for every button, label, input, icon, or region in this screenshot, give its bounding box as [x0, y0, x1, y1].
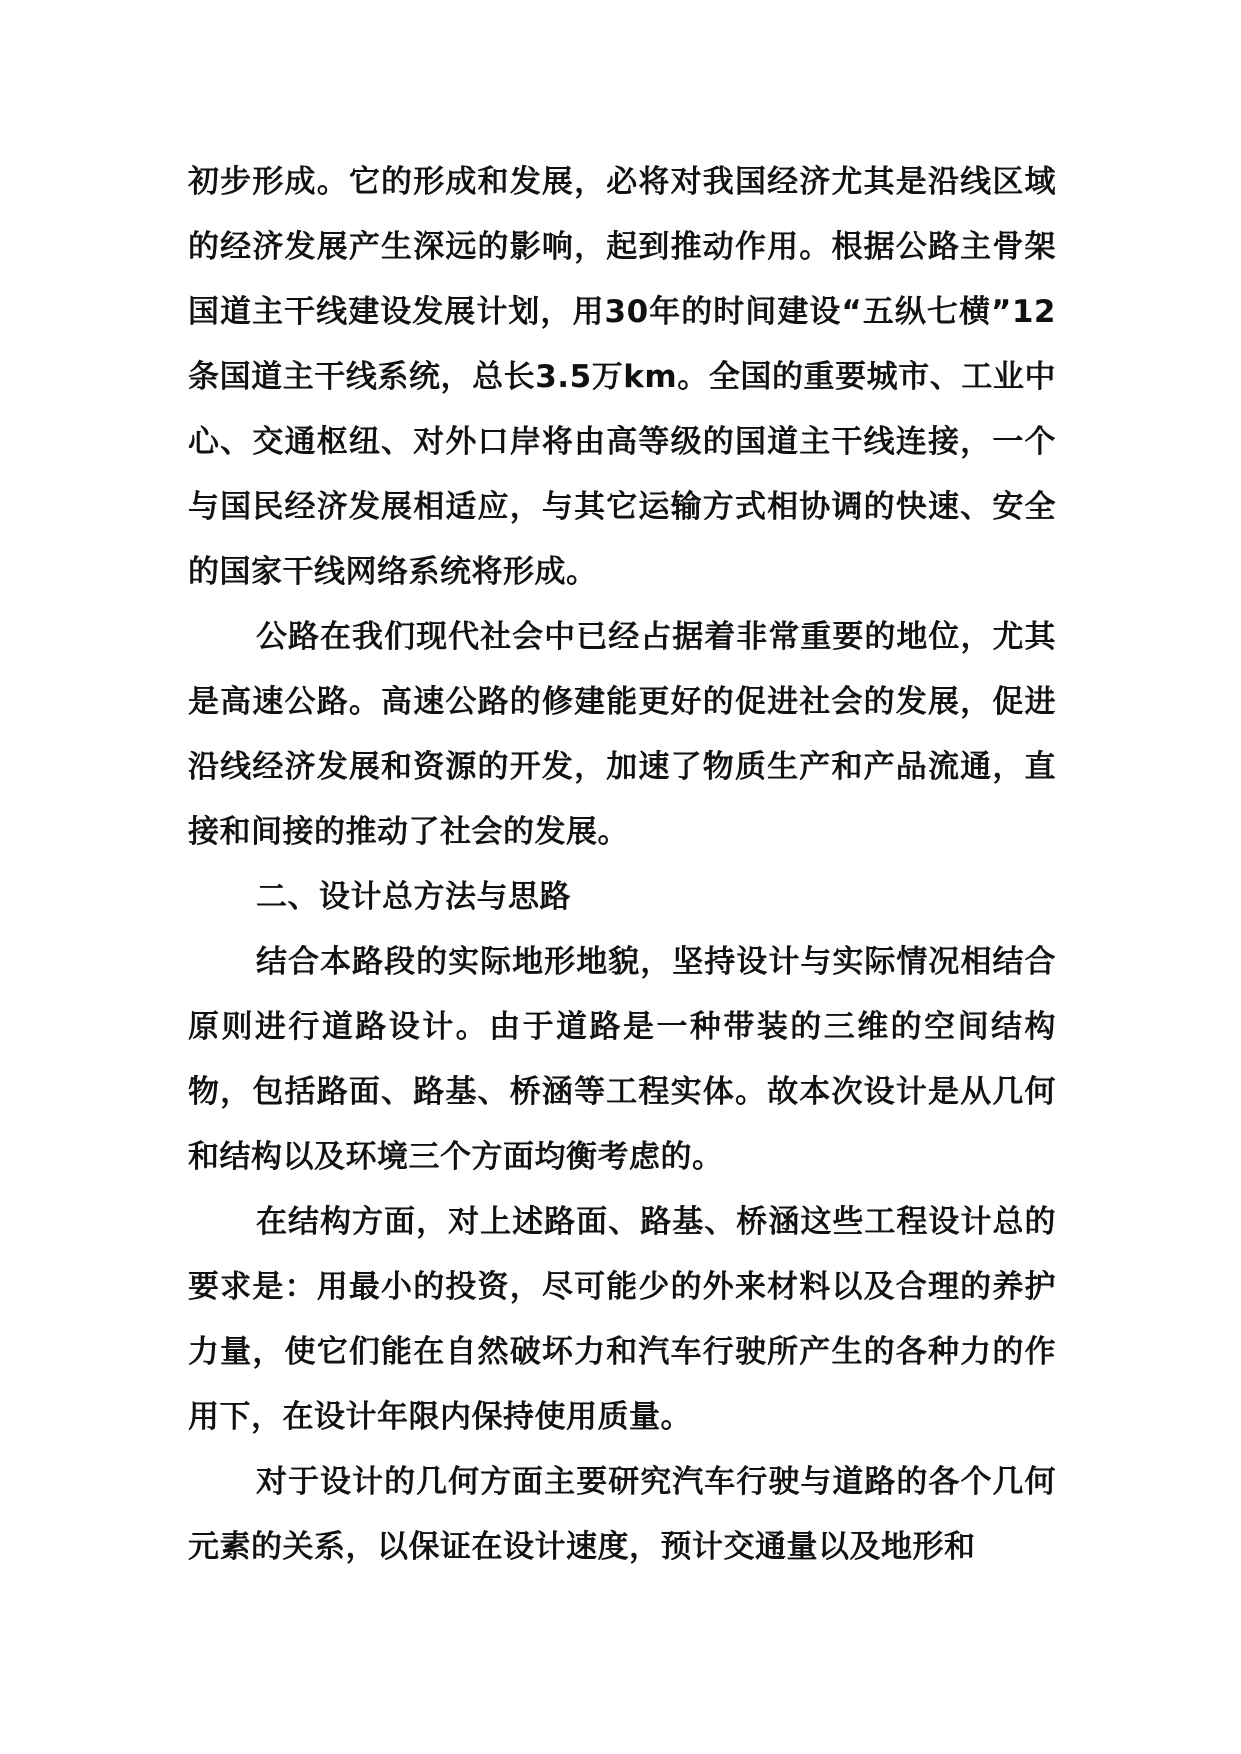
paragraph-continuation: 初步形成。它的形成和发展，必将对我国经济尤其是沿线区域的经济发展产生深远的影响，起到推动作用。根据公路主骨架国道主干线建设发展计划，用30年的时间建设“五纵七横”12条国道主干线系统，总长3.5万km。全国的重要城市、工业中心、交通枢纽、对外口岸将由高等级的国道主干线连接，一个与国民经济发展相适应，与其它运输方式相协调的快速、安全的国家干线网络系统将形成。 — [188, 164, 1056, 590]
paragraph-geometry-design: 对于设计的几何方面主要研究汽车行驶与道路的各个几何元素的关系，以保证在设计速度，预计交通量以及地形和 — [188, 1464, 1056, 1565]
paragraph-structure-design: 在结构方面，对上述路面、路基、桥涵这些工程设计总的要求是：用最小的投资，尽可能少的外来材料以及合理的养护力量，使它们能在自然破坏力和汽车行驶所产生的各种力的作用下，在设计年限内保持使用质量。 — [188, 1204, 1056, 1435]
document-body — [188, 150, 1056, 1580]
paragraph-highway-importance: 公路在我们现代社会中已经占据着非常重要的地位，尤其是高速公路。高速公路的修建能更好的促进社会的发展，促进沿线经济发展和资源的开发，加速了物质生产和产品流通，直接和间接的推动了社会的发展。 — [188, 619, 1056, 850]
paragraph-design-approach: 结合本路段的实际地形地貌，坚持设计与实际情况相结合原则进行道路设计。由于道路是一种带装的三维的空间结构物，包括路面、路基、桥涵等工程实体。故本次设计是从几何和结构以及环境三个方面均衡考虑的。 — [188, 944, 1056, 1175]
section-heading: 二、设计总方法与思路 — [256, 879, 571, 915]
